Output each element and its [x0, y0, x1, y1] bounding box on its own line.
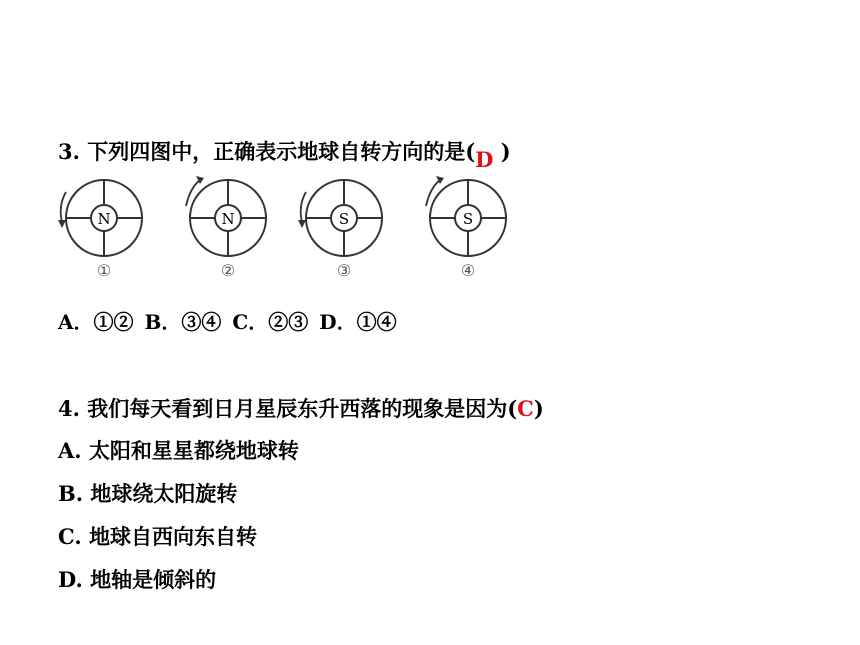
diagram-label-2: ② [220, 261, 236, 280]
question-4-option-c[interactable]: C. 地球自西向东自转 [58, 524, 257, 549]
diagram-label-4: ④ [460, 261, 476, 280]
question-3-option-b[interactable]: B．③④ [144, 310, 222, 334]
globe-diagram-4 [416, 170, 516, 282]
globe-diagram-3 [292, 170, 392, 282]
diagram-2 [176, 170, 276, 282]
rotation-arrow-1 [58, 220, 66, 228]
diagram-1 [52, 170, 152, 282]
question-3-option-c[interactable]: C．②③ [232, 310, 309, 334]
pole-letter-3: S [338, 210, 350, 228]
question-3-stem-line [58, 138, 511, 172]
rotation-arrow-3 [298, 220, 306, 228]
diagram-4 [416, 170, 516, 282]
question-3-answer: D [475, 147, 494, 172]
question-4-option-a[interactable]: A. 太阳和星星都绕地球转 [58, 438, 299, 463]
question-4-stem-line [58, 395, 544, 423]
diagram-3 [292, 170, 392, 282]
rotation-diagrams [52, 170, 522, 285]
question-4-close-paren: ) [533, 396, 544, 421]
pole-letter-4: S [462, 210, 474, 228]
question-4-option-d[interactable]: D. 地轴是倾斜的 [58, 567, 217, 592]
question-3-options [58, 308, 401, 336]
question-3-option-d[interactable]: D．①④ [319, 310, 397, 334]
pole-letter-2: N [221, 210, 235, 228]
globe-diagram-1 [52, 170, 152, 282]
question-4-stem: 4. 我们每天看到日月星辰东升西落的现象是因为( [58, 396, 518, 421]
question-3-close-paren: ) [500, 139, 511, 164]
diagram-label-1: ① [96, 261, 112, 280]
question-3-option-a[interactable]: A．①② [58, 310, 134, 334]
globe-diagram-2 [176, 170, 276, 282]
diagram-label-3: ③ [336, 261, 352, 280]
pole-letter-1: N [97, 210, 111, 228]
question-4-answer: C [517, 396, 534, 421]
question-4-option-b[interactable]: B. 地球绕太阳旋转 [58, 481, 238, 506]
question-3-stem: 3. 下列四图中，正确表示地球自转方向的是( [58, 139, 476, 164]
